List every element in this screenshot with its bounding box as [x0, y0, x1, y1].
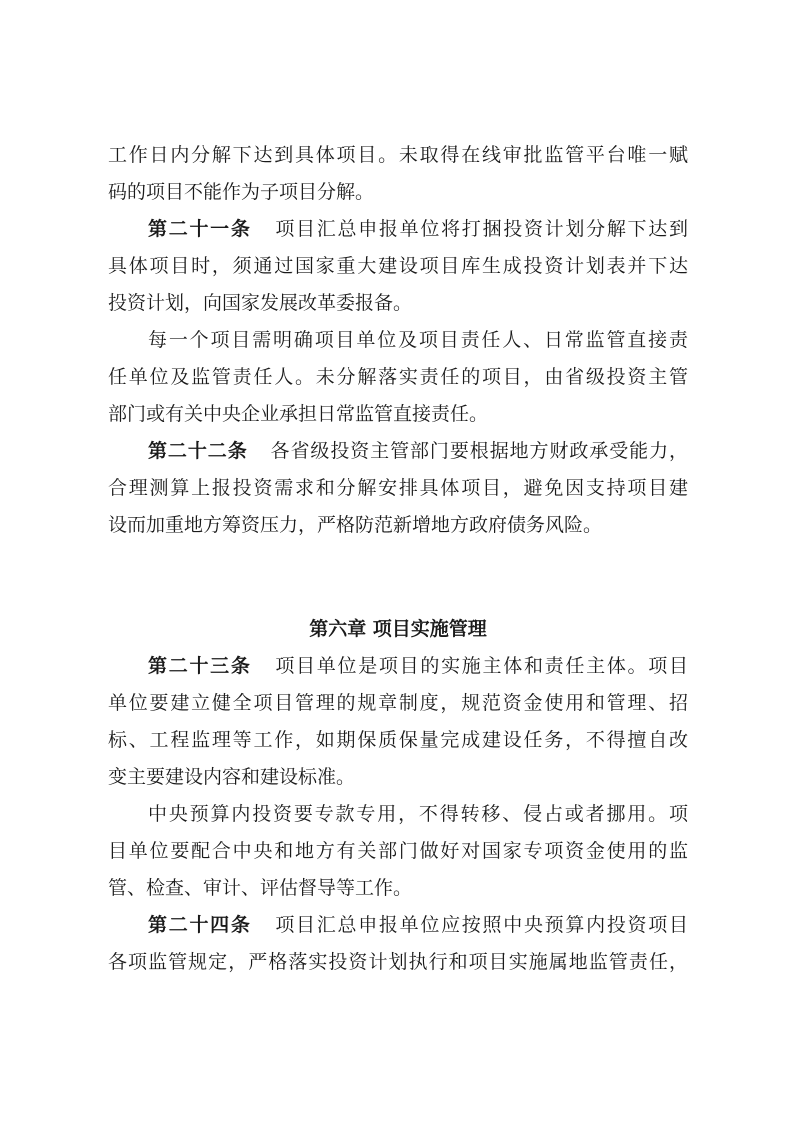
article-number: 第二十四条 — [148, 914, 252, 936]
text-line: 项目汇总申报单位应按照中央预算内投资项目 — [273, 914, 688, 936]
text-line: 目单位要配合中央和地方有关部门做好对国家专项资金使用的监 — [108, 840, 688, 862]
text-line: 码的项目不能作为子项目分解。 — [108, 181, 375, 203]
text-line: 设而加重地方筹资压力，严格防范新增地方政府债务风险。 — [108, 514, 603, 536]
article-21-line — [148, 214, 688, 244]
text-line: 每一个项目需明确项目单位及项目责任人、日常监管直接责 — [148, 329, 688, 351]
text-line: 标、工程监理等工作，如期保质保量完成建设任务，不得擅自改 — [108, 729, 688, 751]
article-number: 第二十一条 — [148, 218, 252, 240]
article-24-line — [148, 910, 688, 940]
text-line: 合理测算上报投资需求和分解安排具体项目，避免因支持项目建 — [108, 477, 688, 499]
article-number: 第二十三条 — [148, 655, 252, 677]
text-line: 各省级投资主管部门要根据地方财政承受能力， — [269, 440, 688, 462]
text-line: 中央预算内投资要专款专用，不得转移、侵占或者挪用。项 — [148, 803, 688, 825]
text-line: 各项监管规定，严格落实投资计划执行和项目实施属地监管责任， — [108, 951, 688, 973]
chapter-heading: 第六章 项目实施管理 — [309, 618, 487, 640]
article-22-line — [148, 436, 688, 466]
text-line: 管、检查、审计、评估督导等工作。 — [108, 877, 413, 899]
text-line: 投资计划，向国家发展改革委报备。 — [108, 292, 413, 314]
article-23-line — [148, 651, 688, 681]
article-number: 第二十二条 — [148, 440, 248, 462]
text-line: 项目单位是项目的实施主体和责任主体。项目 — [273, 655, 688, 677]
text-line: 项目汇总申报单位将打捆投资计划分解下达到 — [273, 218, 688, 240]
text-line: 具体项目时，须通过国家重大建设项目库生成投资计划表并下达 — [108, 255, 688, 277]
text-line: 变主要建设内容和建设标准。 — [108, 766, 356, 788]
text-line: 任单位及监管责任人。未分解落实责任的项目，由省级投资主管 — [108, 366, 688, 388]
text-line: 工作日内分解下达到具体项目。未取得在线审批监管平台唯一赋 — [108, 144, 688, 166]
text-line: 部门或有关中央企业承担日常监管直接责任。 — [108, 403, 489, 425]
text-line: 单位要建立健全项目管理的规章制度，规范资金使用和管理、招 — [108, 692, 688, 714]
